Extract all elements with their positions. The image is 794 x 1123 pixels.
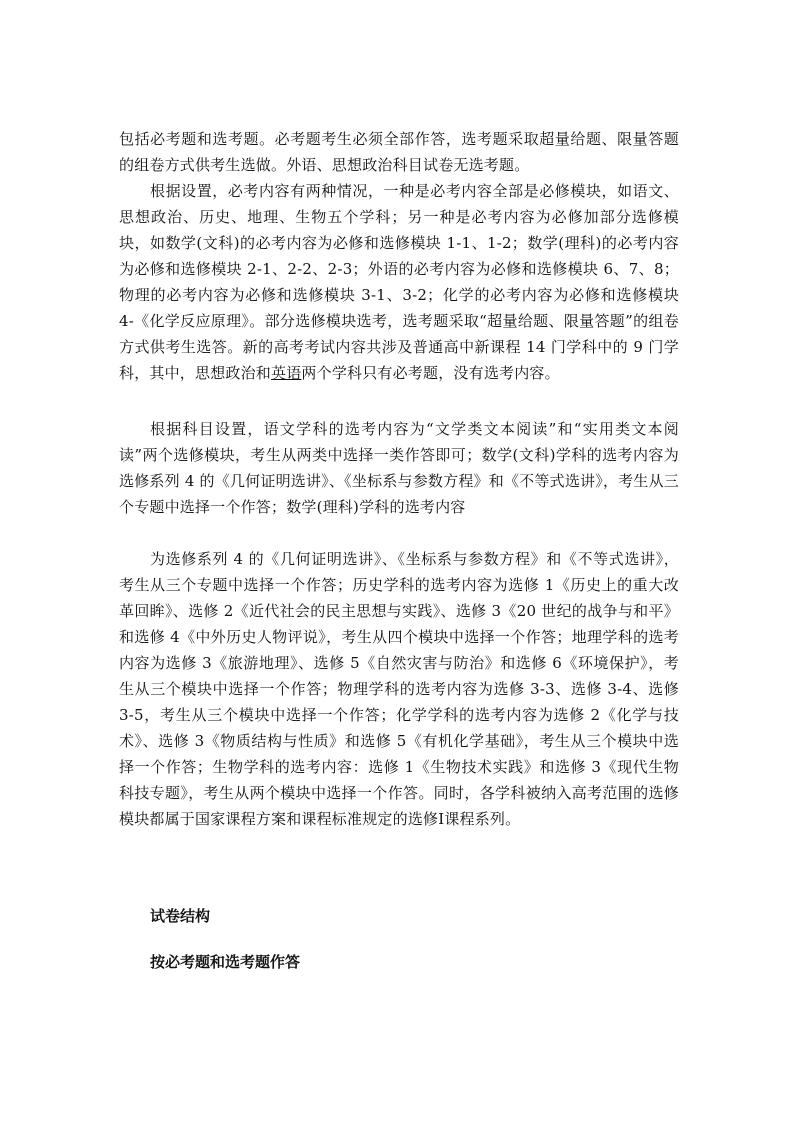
- paragraph-exam-composition: 包括必考题和选考题。必考题考生必须全部作答，选考题采取超量给题、限量答题的组卷方式供考生选做。外语、思想政治科目试卷无选考题。: [119, 130, 679, 174]
- heading-answer-method: 按必考题和选考题作答: [150, 953, 301, 971]
- english-link[interactable]: 英语: [271, 364, 302, 382]
- paragraph-elective-content: 根据科目设置，语文学科的选考内容为“文学类文本阅读”和“实用类文本阅读”两个选修模块，考生从两类中选择一类作答即可；数学(文科)学科的选考内容为选修系列 4 的《几何证明选讲》、《坐标系与参数方程》和《不等式选讲》，考生从三个专题中选择一个作答；数学(理科)学科的选考内容: [119, 420, 679, 516]
- paragraph-text: 两个学科只有必考题，没有选考内容。: [301, 364, 560, 382]
- paragraph-required-content: [119, 178, 679, 386]
- heading-paper-structure: 试卷结构: [150, 907, 211, 925]
- paragraph-text: 根据设置，必考内容有两种情况，一种是必考内容全部是必修模块，如语文、思想政治、历史、地理、生物五个学科；另一种是必考内容为必修加部分选修模块，如数学(文科)的必考内容为必修和选修模块 1-1、1-2；数学(理科)的必考内容为必修和选修模块 2-1、2-2、2-3；外语的必考内容为必修和选修模块 6、7、8；物理的必考内容为必修和选修模块 3-1、3-2；化学的必考内容为必修和选修模块 4-《化学反应原理》。部分选修模块选考，选考题采取“超量给题、限量答题”的组卷方式供考生选答。新的高考考试内容共涉及普通高中新课程 14 门学科中的 9 门学科，其中，思想政治和: [119, 182, 679, 382]
- paragraph-elective-modules: 为选修系列 4 的《几何证明选讲》、《坐标系与参数方程》和《不等式选讲》，考生从三个专题中选择一个作答；历史学科的选考内容为选修 1《历史上的重大改革回眸》、选修 2《近代社会的民主思想与实践》、选修 3《20 世纪的战争与和平》和选修 4《中外历史人物评说》，考生从四个模块中选择一个作答；地理学科的选考内容为选修 3《旅游地理》、选修 5《自然灾害与防治》和选修 6《环境保护》，考生从三个模块中选择一个作答；物理学科的选考内容为选修 3-3、选修 3-4、选修 3-5，考生从三个模块中选择一个作答；化学学科的选考内容为选修 2《化学与技术》、选修 3《物质结构与性质》和选修 5《有机化学基础》，考生从三个模块中选择一个作答；生物学科的选考内容：选修 1《生物技术实践》和选修 3《现代生物科技专题》，考生从两个模块中选择一个作答。同时，各学科被纳入高考范围的选修模块都属于国家课程方案和课程标准规定的选修Ⅰ课程系列。: [119, 550, 679, 828]
